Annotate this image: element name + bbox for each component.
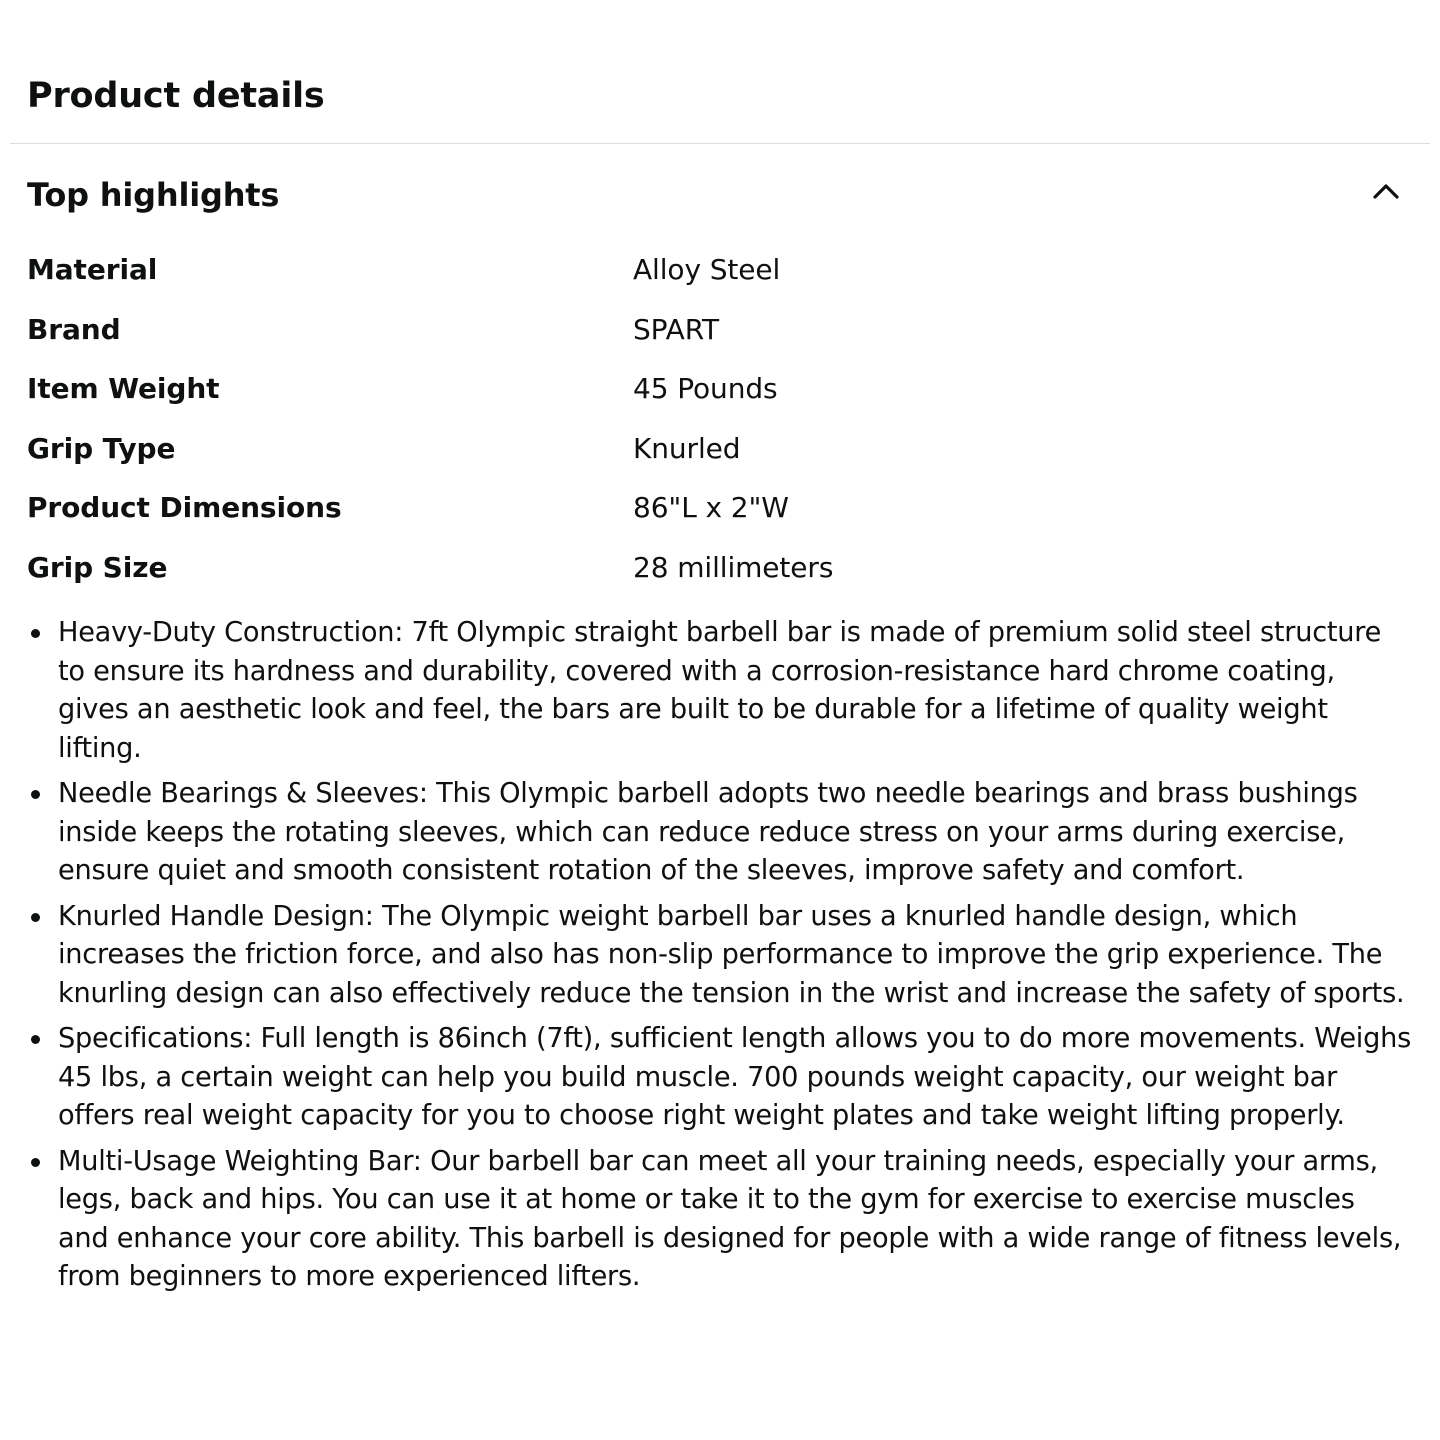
bullet-dot-icon: [31, 1035, 40, 1044]
specs-table: [27, 240, 1407, 597]
spec-value: Knurled: [633, 431, 741, 465]
feature-bullet: [27, 1020, 1412, 1136]
bullet-dot-icon: [31, 913, 40, 922]
feature-bullet: [27, 898, 1412, 1014]
section-title: Top highlights: [27, 176, 280, 214]
feature-bullet: [27, 1143, 1412, 1297]
chevron-up-icon[interactable]: [1371, 176, 1401, 206]
spec-value: Alloy Steel: [633, 253, 781, 286]
spec-label: Item Weight: [27, 372, 220, 405]
spec-value: 28 millimeters: [633, 550, 834, 584]
spec-value: 86"L x 2"W: [633, 491, 789, 524]
bullet-dot-icon: [31, 629, 40, 638]
spec-label: Grip Size: [27, 550, 168, 584]
bullet-dot-icon: [31, 1158, 40, 1167]
feature-bullet-text: Knurled Handle Design: The Olympic weight barbell bar uses a knurled handle design, which increases the friction force, and also has non-slip performance to improve the grip experience. The knurling design can also effectively reduce the tension in the wrist and increase the safety of sports.: [58, 900, 1405, 1009]
spec-row-grip-size: [27, 538, 1407, 598]
feature-bullet-text: Multi-Usage Weighting Bar: Our barbell bar can meet all your training needs, especially your arms, legs, back and hips. You can use it at home or take it to the gym for exercise to exercise muscles and enhance your core ability. This barbell is designed for people with a wide range of fitness levels, from beginners to more experienced lifters.: [58, 1145, 1402, 1292]
feature-bullet: [27, 614, 1412, 768]
bullet-dot-icon: [31, 790, 40, 799]
top-highlights-toggle[interactable]: [27, 170, 1407, 220]
feature-bullet-text: Needle Bearings & Sleeves: This Olympic barbell adopts two needle bearings and brass bushings inside keeps the rotating sleeves, which can reduce reduce stress on your arms during exercise, ensure quiet and smooth consistent rotation of the sleeves, improve safety and comfort.: [58, 778, 1358, 886]
spec-label: Grip Type: [27, 431, 176, 465]
spec-row-product-dimensions: [27, 478, 1407, 538]
spec-row-material: [27, 240, 1407, 300]
spec-value: SPART: [633, 312, 720, 346]
page-title: Product details: [27, 76, 325, 116]
spec-row-brand: [27, 300, 1407, 360]
spec-label: Material: [27, 253, 158, 286]
section-divider: [10, 143, 1430, 144]
spec-row-item-weight: [27, 359, 1407, 419]
feature-bullets: [27, 614, 1412, 1304]
feature-bullet-text: Specifications: Full length is 86inch (7ft), sufficient length allows you to do more movements. Weighs 45 lbs, a certain weight can help you build muscle. 700 pounds weight capacity, our weight bar offers real weight capacity for you to choose right weight plates and take weight lifting properly.: [58, 1023, 1412, 1131]
spec-row-grip-type: [27, 419, 1407, 479]
feature-bullet-text: Heavy-Duty Construction: 7ft Olympic straight barbell bar is made of premium solid steel structure to ensure its hardness and durability, covered with a corrosion-resistance hard chrome coating, gives an aesthetic look and feel, the bars are built to be durable for a lifetime of quality weight lifting.: [58, 617, 1382, 764]
feature-bullet: [27, 775, 1412, 891]
spec-label: Product Dimensions: [27, 491, 342, 524]
spec-label: Brand: [27, 312, 121, 346]
spec-value: 45 Pounds: [633, 372, 778, 405]
